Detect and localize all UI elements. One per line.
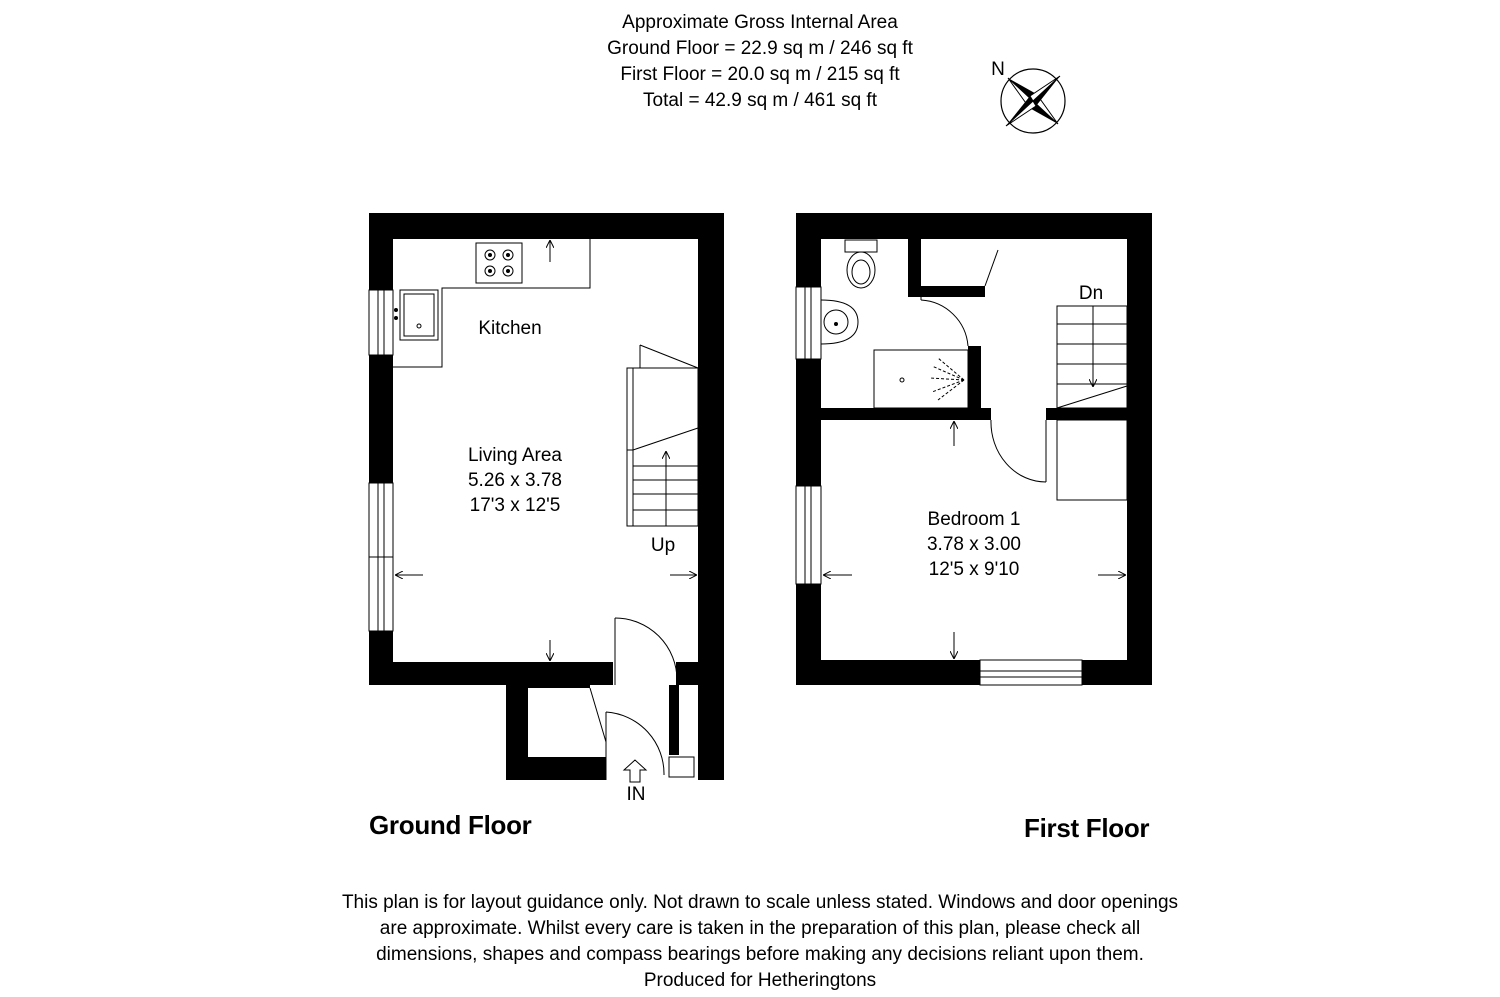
toilet-icon [845, 240, 877, 288]
stairs-down [1057, 306, 1127, 500]
first-floor-area: First Floor = 20.0 sq m / 215 sq ft [620, 64, 900, 85]
compass-icon [1001, 69, 1065, 133]
ground-window-kitchen [369, 290, 393, 355]
first-floor-title: First Floor [1024, 813, 1150, 843]
living-area-metric: 5.26 x 3.78 [467, 470, 563, 491]
compass-north-label: N [991, 59, 1005, 80]
first-window-bathroom [796, 287, 821, 359]
bedroom-metric: 3.78 x 3.00 [926, 534, 1022, 555]
sink-icon [395, 290, 439, 340]
understairs-door [640, 345, 698, 368]
disclaimer-line-4: Produced for Hetheringtons [643, 970, 877, 991]
ground-floor-area: Ground Floor = 22.9 sq m / 246 sq ft [607, 38, 913, 59]
bedroom-imperial: 12'5 x 9'10 [928, 559, 1020, 580]
disclaimer-line-1: This plan is for layout guidance only. Not drawn to scale unless stated. Windows and door openings [341, 892, 1179, 913]
kitchen-label: Kitchen [478, 318, 542, 339]
total-area: Total = 42.9 sq m / 461 sq ft [643, 90, 877, 111]
disclaimer-line-2: are approximate. Whilst every care is taken in the preparation of this plan, please check all [379, 918, 1141, 939]
basin-icon [821, 300, 858, 344]
stairs-down-label: Dn [1078, 283, 1104, 304]
ground-window-living [369, 483, 393, 631]
hob-icon [476, 243, 522, 283]
first-window-bedroom-side [796, 486, 821, 584]
kitchen-worktop [393, 239, 590, 367]
first-window-bedroom-front [980, 660, 1082, 685]
disclaimer [290, 890, 1230, 994]
living-area-name: Living Area [467, 445, 562, 466]
stairs-up-label: Up [650, 535, 676, 556]
bathroom-door [921, 297, 968, 346]
stairs-up [627, 368, 698, 526]
entrance-label: IN [626, 784, 646, 805]
living-area-imperial: 17'3 x 12'5 [469, 495, 561, 516]
ground-floor-title: Ground Floor [369, 810, 532, 840]
living-area-label [430, 443, 600, 518]
entrance-arrow-icon [624, 760, 646, 782]
bedroom-label [889, 507, 1059, 582]
disclaimer-line-3: dimensions, shapes and compass bearings before making any decisions reliant upon them. [376, 944, 1144, 965]
shower-icon [874, 350, 968, 408]
bedroom-name: Bedroom 1 [927, 509, 1021, 530]
area-title: Approximate Gross Internal Area [622, 12, 898, 33]
bedroom-door [991, 420, 1046, 482]
